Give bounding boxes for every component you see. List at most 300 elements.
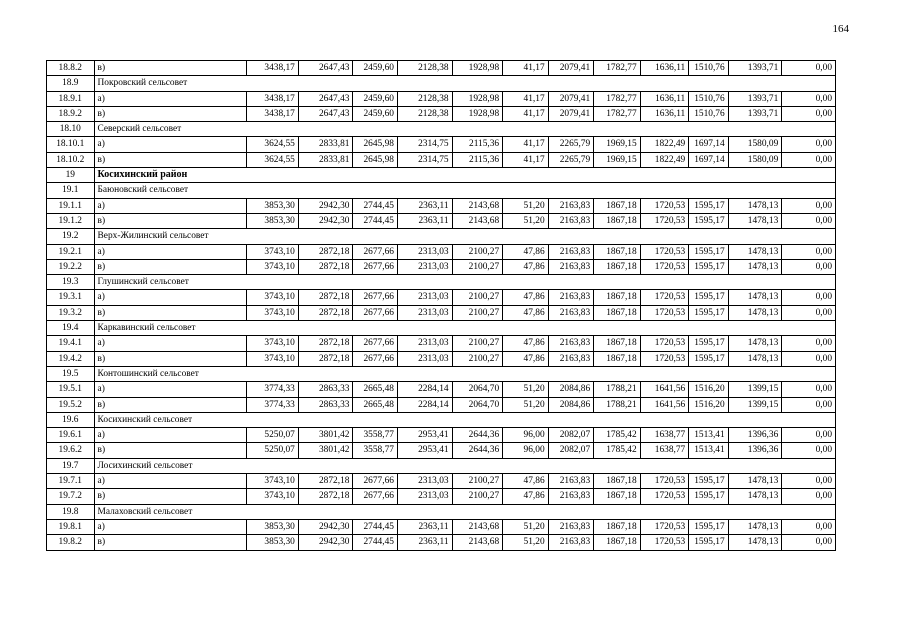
row-label: а) — [94, 382, 247, 397]
row-number: 19.5.1 — [47, 382, 95, 397]
value-cell: 1867,18 — [594, 474, 641, 489]
value-cell: 1867,18 — [594, 290, 641, 305]
value-cell: 1516,20 — [689, 382, 728, 397]
value-cell: 47,86 — [503, 259, 549, 274]
value-cell: 1928,98 — [452, 61, 503, 76]
value-cell: 1785,42 — [594, 428, 641, 443]
row-label: в) — [94, 305, 247, 320]
value-cell: 2872,18 — [298, 489, 353, 504]
value-cell: 1595,17 — [689, 351, 728, 366]
value-cell: 41,17 — [503, 137, 549, 152]
value-cell: 3801,42 — [298, 443, 353, 458]
value-cell: 2079,41 — [548, 106, 594, 121]
value-cell: 47,86 — [503, 336, 549, 351]
value-cell: 41,17 — [503, 91, 549, 106]
table-row — [47, 535, 836, 550]
value-cell: 2942,30 — [298, 535, 353, 550]
page-number: 164 — [832, 23, 849, 35]
value-cell: 1788,21 — [594, 397, 641, 412]
value-cell: 2872,18 — [298, 474, 353, 489]
value-cell: 3743,10 — [247, 305, 299, 320]
row-label: в) — [94, 489, 247, 504]
row-number: 19.1.1 — [47, 198, 95, 213]
value-cell: 41,17 — [503, 106, 549, 121]
value-cell: 1478,13 — [728, 305, 782, 320]
value-cell: 0,00 — [782, 351, 836, 366]
row-label: а) — [94, 91, 247, 106]
value-cell: 1595,17 — [689, 474, 728, 489]
value-cell: 1478,13 — [728, 290, 782, 305]
value-cell: 2313,03 — [397, 474, 452, 489]
value-cell: 3743,10 — [247, 474, 299, 489]
value-cell: 0,00 — [782, 198, 836, 213]
value-cell: 0,00 — [782, 519, 836, 534]
value-cell: 1478,13 — [728, 489, 782, 504]
table-row — [47, 137, 836, 152]
section-header-row — [47, 229, 836, 244]
table-row — [47, 259, 836, 274]
value-cell: 2677,66 — [353, 244, 398, 259]
value-cell: 2647,43 — [298, 61, 353, 76]
table-row — [47, 213, 836, 228]
value-cell: 1595,17 — [689, 305, 728, 320]
value-cell: 3853,30 — [247, 198, 299, 213]
table-row — [47, 61, 836, 76]
value-cell: 1595,17 — [689, 290, 728, 305]
value-cell: 1393,71 — [728, 106, 782, 121]
value-cell: 1720,53 — [640, 259, 689, 274]
table-row — [47, 305, 836, 320]
value-cell: 96,00 — [503, 428, 549, 443]
value-cell: 1822,49 — [640, 152, 689, 167]
value-cell: 1595,17 — [689, 198, 728, 213]
row-label: а) — [94, 336, 247, 351]
value-cell: 3743,10 — [247, 336, 299, 351]
value-cell: 2872,18 — [298, 244, 353, 259]
section-title: Лосихинский сельсовет — [94, 458, 835, 473]
section-title: Северский сельсовет — [94, 122, 835, 137]
value-cell: 0,00 — [782, 428, 836, 443]
value-cell: 2100,27 — [452, 351, 503, 366]
row-label: в) — [94, 213, 247, 228]
value-cell: 51,20 — [503, 535, 549, 550]
table-row — [47, 152, 836, 167]
value-cell: 1782,77 — [594, 61, 641, 76]
row-number: 19.6 — [47, 412, 95, 427]
value-cell: 51,20 — [503, 198, 549, 213]
value-cell: 1720,53 — [640, 244, 689, 259]
value-cell: 0,00 — [782, 305, 836, 320]
row-number: 19.8 — [47, 504, 95, 519]
value-cell: 2100,27 — [452, 474, 503, 489]
table-row — [47, 91, 836, 106]
value-cell: 96,00 — [503, 443, 549, 458]
value-cell: 47,86 — [503, 290, 549, 305]
table-row — [47, 397, 836, 412]
value-cell: 0,00 — [782, 397, 836, 412]
section-title: Малаховский сельсовет — [94, 504, 835, 519]
value-cell: 1867,18 — [594, 305, 641, 320]
value-cell: 1510,76 — [689, 61, 728, 76]
row-number: 19 — [47, 168, 95, 183]
value-cell: 2143,68 — [452, 519, 503, 534]
section-header-row — [47, 366, 836, 381]
value-cell: 1513,41 — [689, 443, 728, 458]
table-row — [47, 351, 836, 366]
value-cell: 2363,11 — [397, 519, 452, 534]
value-cell: 1720,53 — [640, 351, 689, 366]
value-cell: 2677,66 — [353, 489, 398, 504]
row-label: а) — [94, 474, 247, 489]
value-cell: 2645,98 — [353, 152, 398, 167]
value-cell: 1822,49 — [640, 137, 689, 152]
table-row — [47, 382, 836, 397]
value-cell: 1478,13 — [728, 244, 782, 259]
value-cell: 2163,83 — [548, 290, 594, 305]
value-cell: 0,00 — [782, 213, 836, 228]
value-cell: 2064,70 — [452, 382, 503, 397]
value-cell: 51,20 — [503, 382, 549, 397]
table-row — [47, 244, 836, 259]
value-cell: 2084,86 — [548, 397, 594, 412]
value-cell: 3558,77 — [353, 443, 398, 458]
value-cell: 1595,17 — [689, 519, 728, 534]
value-cell: 1720,53 — [640, 535, 689, 550]
value-cell: 2163,83 — [548, 198, 594, 213]
value-cell: 1928,98 — [452, 106, 503, 121]
value-cell: 0,00 — [782, 244, 836, 259]
value-cell: 2128,38 — [397, 91, 452, 106]
value-cell: 1720,53 — [640, 519, 689, 534]
value-cell: 3438,17 — [247, 61, 299, 76]
value-cell: 1399,15 — [728, 382, 782, 397]
value-cell: 2744,45 — [353, 535, 398, 550]
value-cell: 2942,30 — [298, 213, 353, 228]
row-number: 18.9 — [47, 76, 95, 91]
value-cell: 3438,17 — [247, 91, 299, 106]
value-cell: 1636,11 — [640, 61, 689, 76]
row-number: 19.5 — [47, 366, 95, 381]
value-cell: 3853,30 — [247, 519, 299, 534]
value-cell: 2677,66 — [353, 305, 398, 320]
value-cell: 2082,07 — [548, 428, 594, 443]
value-cell: 1636,11 — [640, 91, 689, 106]
value-cell: 41,17 — [503, 61, 549, 76]
value-cell: 2677,66 — [353, 474, 398, 489]
district-title: Косихинский район — [94, 168, 835, 183]
row-number: 19.4.2 — [47, 351, 95, 366]
row-number: 19.2.1 — [47, 244, 95, 259]
row-label: а) — [94, 290, 247, 305]
value-cell: 47,86 — [503, 244, 549, 259]
row-number: 19.6.1 — [47, 428, 95, 443]
value-cell: 1396,36 — [728, 428, 782, 443]
value-cell: 1867,18 — [594, 535, 641, 550]
row-number: 18.10 — [47, 122, 95, 137]
value-cell: 2084,86 — [548, 382, 594, 397]
value-cell: 0,00 — [782, 259, 836, 274]
value-cell: 2163,83 — [548, 336, 594, 351]
value-cell: 2314,75 — [397, 152, 452, 167]
value-cell: 47,86 — [503, 351, 549, 366]
value-cell: 1595,17 — [689, 213, 728, 228]
value-cell: 2314,75 — [397, 137, 452, 152]
value-cell: 2082,07 — [548, 443, 594, 458]
value-cell: 2644,36 — [452, 443, 503, 458]
table-row — [47, 198, 836, 213]
value-cell: 1478,13 — [728, 519, 782, 534]
row-label: в) — [94, 106, 247, 121]
value-cell: 1697,14 — [689, 152, 728, 167]
value-cell: 2100,27 — [452, 290, 503, 305]
value-cell: 1595,17 — [689, 489, 728, 504]
row-number: 19.3.1 — [47, 290, 95, 305]
value-cell: 2265,79 — [548, 137, 594, 152]
value-cell: 1720,53 — [640, 305, 689, 320]
row-number: 19.1.2 — [47, 213, 95, 228]
value-cell: 1720,53 — [640, 198, 689, 213]
value-cell: 2163,83 — [548, 351, 594, 366]
value-cell: 2079,41 — [548, 61, 594, 76]
value-cell: 1595,17 — [689, 535, 728, 550]
value-cell: 2313,03 — [397, 336, 452, 351]
value-cell: 2163,83 — [548, 474, 594, 489]
section-title: Покровский сельсовет — [94, 76, 835, 91]
value-cell: 0,00 — [782, 152, 836, 167]
section-title: Косихинский сельсовет — [94, 412, 835, 427]
value-cell: 3624,55 — [247, 152, 299, 167]
value-cell: 1396,36 — [728, 443, 782, 458]
row-number: 19.8.2 — [47, 535, 95, 550]
value-cell: 2313,03 — [397, 290, 452, 305]
section-title: Каркавинский сельсовет — [94, 321, 835, 336]
value-cell: 1788,21 — [594, 382, 641, 397]
value-cell: 1641,56 — [640, 382, 689, 397]
value-cell: 2645,98 — [353, 137, 398, 152]
value-cell: 1720,53 — [640, 474, 689, 489]
row-number: 19.5.2 — [47, 397, 95, 412]
value-cell: 2100,27 — [452, 336, 503, 351]
value-cell: 0,00 — [782, 91, 836, 106]
value-cell: 2100,27 — [452, 259, 503, 274]
value-cell: 0,00 — [782, 106, 836, 121]
value-cell: 1867,18 — [594, 244, 641, 259]
value-cell: 2459,60 — [353, 91, 398, 106]
value-cell: 2128,38 — [397, 106, 452, 121]
value-cell: 1478,13 — [728, 336, 782, 351]
value-cell: 2872,18 — [298, 259, 353, 274]
value-cell: 47,86 — [503, 305, 549, 320]
row-number: 19.4 — [47, 321, 95, 336]
row-number: 19.4.1 — [47, 336, 95, 351]
row-number: 19.7 — [47, 458, 95, 473]
value-cell: 2647,43 — [298, 106, 353, 121]
value-cell: 3774,33 — [247, 382, 299, 397]
value-cell: 1478,13 — [728, 535, 782, 550]
value-cell: 2163,83 — [548, 213, 594, 228]
value-cell: 3743,10 — [247, 259, 299, 274]
value-cell: 2363,11 — [397, 535, 452, 550]
row-number: 18.9.1 — [47, 91, 95, 106]
value-cell: 2363,11 — [397, 213, 452, 228]
value-cell: 0,00 — [782, 336, 836, 351]
value-cell: 1785,42 — [594, 443, 641, 458]
value-cell: 2677,66 — [353, 290, 398, 305]
row-number: 19.7.1 — [47, 474, 95, 489]
value-cell: 3624,55 — [247, 137, 299, 152]
value-cell: 2100,27 — [452, 489, 503, 504]
section-header-row — [47, 122, 836, 137]
tariff-table — [46, 60, 836, 551]
row-number: 19.8.1 — [47, 519, 95, 534]
value-cell: 1867,18 — [594, 259, 641, 274]
value-cell: 1636,11 — [640, 106, 689, 121]
row-label: в) — [94, 535, 247, 550]
row-number: 18.8.2 — [47, 61, 95, 76]
value-cell: 2942,30 — [298, 519, 353, 534]
value-cell: 51,20 — [503, 397, 549, 412]
value-cell: 3558,77 — [353, 428, 398, 443]
table-row — [47, 489, 836, 504]
value-cell: 1867,18 — [594, 489, 641, 504]
table-row — [47, 290, 836, 305]
value-cell: 1720,53 — [640, 489, 689, 504]
table-row — [47, 443, 836, 458]
value-cell: 1867,18 — [594, 213, 641, 228]
value-cell: 1399,15 — [728, 397, 782, 412]
value-cell: 3853,30 — [247, 213, 299, 228]
row-number: 18.10.2 — [47, 152, 95, 167]
value-cell: 2313,03 — [397, 489, 452, 504]
row-label: в) — [94, 61, 247, 76]
value-cell: 2953,41 — [397, 443, 452, 458]
value-cell: 3774,33 — [247, 397, 299, 412]
section-header-row — [47, 321, 836, 336]
value-cell: 3743,10 — [247, 244, 299, 259]
section-header-row — [47, 504, 836, 519]
section-title: Глушинский сельсовет — [94, 275, 835, 290]
row-label: в) — [94, 152, 247, 167]
section-title: Баюновский сельсовет — [94, 183, 835, 198]
value-cell: 1580,09 — [728, 137, 782, 152]
row-label: а) — [94, 428, 247, 443]
value-cell: 0,00 — [782, 137, 836, 152]
value-cell: 2313,03 — [397, 259, 452, 274]
value-cell: 2953,41 — [397, 428, 452, 443]
section-title: Верх-Жилинский сельсовет — [94, 229, 835, 244]
value-cell: 0,00 — [782, 290, 836, 305]
value-cell: 2163,83 — [548, 305, 594, 320]
value-cell: 2079,41 — [548, 91, 594, 106]
value-cell: 2163,83 — [548, 535, 594, 550]
value-cell: 47,86 — [503, 489, 549, 504]
value-cell: 2100,27 — [452, 305, 503, 320]
table-row — [47, 428, 836, 443]
value-cell: 1867,18 — [594, 336, 641, 351]
value-cell: 51,20 — [503, 519, 549, 534]
value-cell: 2163,83 — [548, 244, 594, 259]
value-cell: 1782,77 — [594, 106, 641, 121]
row-number: 18.9.2 — [47, 106, 95, 121]
value-cell: 2143,68 — [452, 198, 503, 213]
value-cell: 2459,60 — [353, 106, 398, 121]
value-cell: 2143,68 — [452, 535, 503, 550]
value-cell: 1720,53 — [640, 213, 689, 228]
table-row — [47, 519, 836, 534]
value-cell: 2115,36 — [452, 137, 503, 152]
table-body — [47, 61, 836, 551]
section-header-row — [47, 412, 836, 427]
value-cell: 2942,30 — [298, 198, 353, 213]
value-cell: 2677,66 — [353, 259, 398, 274]
value-cell: 2863,33 — [298, 397, 353, 412]
row-number: 19.3 — [47, 275, 95, 290]
value-cell: 2863,33 — [298, 382, 353, 397]
value-cell: 2128,38 — [397, 61, 452, 76]
value-cell: 1720,53 — [640, 290, 689, 305]
table-row — [47, 336, 836, 351]
row-number: 19.1 — [47, 183, 95, 198]
value-cell: 2143,68 — [452, 213, 503, 228]
value-cell: 41,17 — [503, 152, 549, 167]
value-cell: 2872,18 — [298, 336, 353, 351]
value-cell: 3801,42 — [298, 428, 353, 443]
row-label: в) — [94, 259, 247, 274]
value-cell: 1969,15 — [594, 137, 641, 152]
value-cell: 2284,14 — [397, 382, 452, 397]
value-cell: 2744,45 — [353, 519, 398, 534]
value-cell: 1580,09 — [728, 152, 782, 167]
value-cell: 2744,45 — [353, 198, 398, 213]
row-label: а) — [94, 244, 247, 259]
row-label: а) — [94, 137, 247, 152]
row-label: в) — [94, 443, 247, 458]
row-number: 19.7.2 — [47, 489, 95, 504]
value-cell: 2644,36 — [452, 428, 503, 443]
value-cell: 2677,66 — [353, 336, 398, 351]
section-header-row — [47, 275, 836, 290]
value-cell: 1867,18 — [594, 519, 641, 534]
value-cell: 5250,07 — [247, 428, 299, 443]
value-cell: 0,00 — [782, 535, 836, 550]
value-cell: 2459,60 — [353, 61, 398, 76]
value-cell: 2163,83 — [548, 519, 594, 534]
value-cell: 47,86 — [503, 474, 549, 489]
value-cell: 0,00 — [782, 443, 836, 458]
value-cell: 1478,13 — [728, 213, 782, 228]
value-cell: 3743,10 — [247, 351, 299, 366]
value-cell: 2284,14 — [397, 397, 452, 412]
value-cell: 1478,13 — [728, 351, 782, 366]
value-cell: 51,20 — [503, 213, 549, 228]
row-number: 19.3.2 — [47, 305, 95, 320]
value-cell: 3743,10 — [247, 290, 299, 305]
value-cell: 3743,10 — [247, 489, 299, 504]
value-cell: 2677,66 — [353, 351, 398, 366]
value-cell: 1867,18 — [594, 351, 641, 366]
value-cell: 1393,71 — [728, 61, 782, 76]
value-cell: 2363,11 — [397, 198, 452, 213]
value-cell: 1510,76 — [689, 106, 728, 121]
value-cell: 2100,27 — [452, 244, 503, 259]
value-cell: 0,00 — [782, 489, 836, 504]
value-cell: 2064,70 — [452, 397, 503, 412]
value-cell: 1513,41 — [689, 428, 728, 443]
value-cell: 1928,98 — [452, 91, 503, 106]
value-cell: 2665,48 — [353, 397, 398, 412]
section-header-row — [47, 183, 836, 198]
value-cell: 1478,13 — [728, 259, 782, 274]
